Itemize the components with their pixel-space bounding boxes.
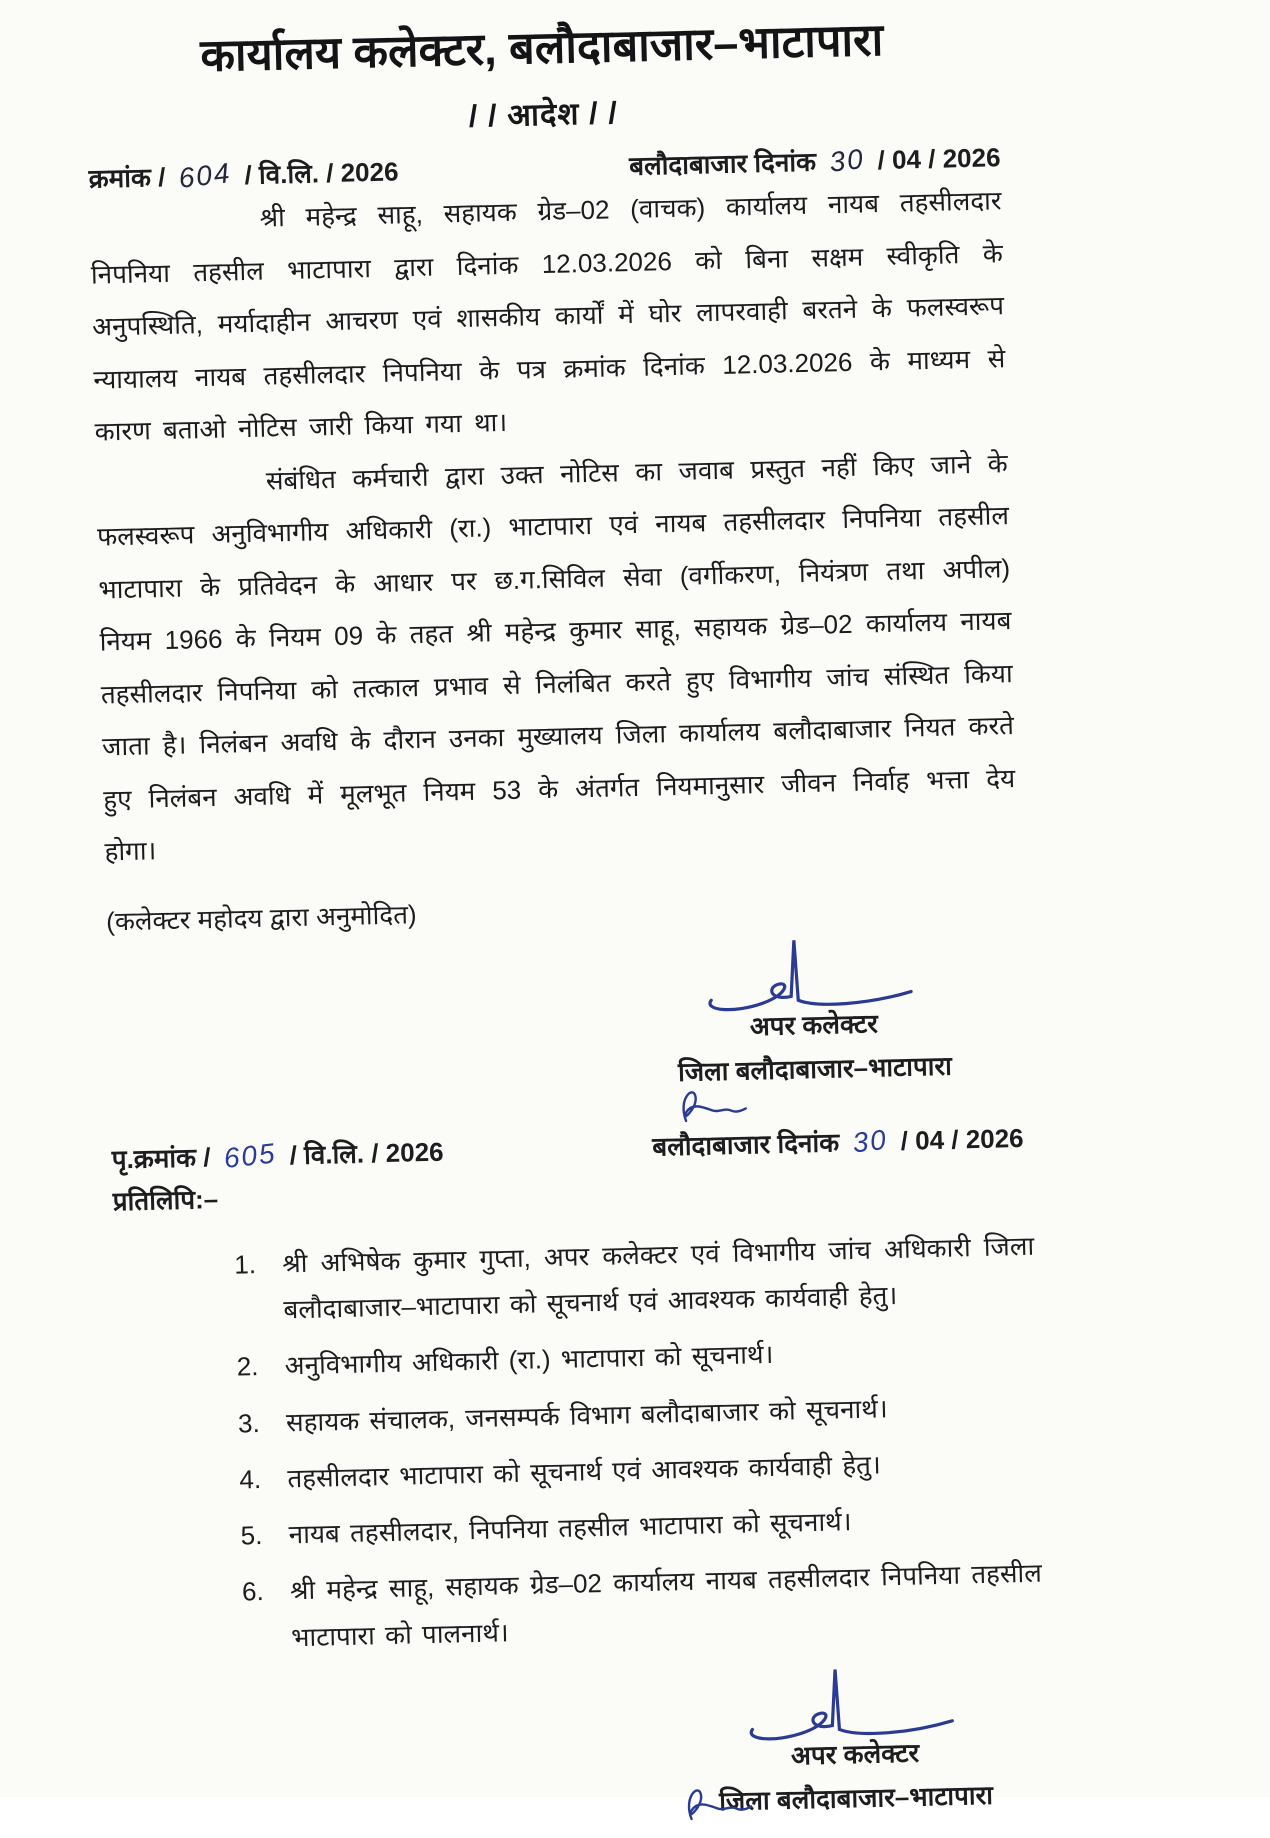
list-item-text: नायब तहसीलदार, निपनिया तहसील भाटापारा को सूचनार्थ। [288, 1506, 852, 1550]
list-item [240, 1494, 1041, 1559]
endorsement-date-line [651, 1089, 1024, 1164]
document-sheet [85, 5, 1043, 1832]
date-day-handwritten: 30 [827, 142, 866, 178]
ref-prefix: क्रमांक / [88, 161, 166, 194]
signatory-title: अपर कलेक्टर [749, 1008, 879, 1042]
paragraph-1: श्री महेन्द्र साहू, सहायक ग्रेड–02 (वाचक) कार्यालय नायब तहसीलदार निपनिया तहसील भाटापारा द्वारा दिनांक 12.03.2026 को बिना सक्षम स्वीकृति के अनुपस्थिति, मर्यादाहीन आचरण एवं शासकीय कार्यों में घोर लापरवाही बरतने के फलस्वरूप न्यायालय नायब तहसीलदार निपनिया के पत्र क्रमांक दिनांक 12.03.2026 के माध्यम से कारण बताओ नोटिस जारी किया गया था। [90, 185, 1006, 447]
endorsement-ref-prefix: पृ.क्रमांक / [111, 1141, 211, 1175]
signatory-org: जिला बलौदाबाजार–भाटापारा [677, 1050, 953, 1087]
list-item-text: सहायक संचालक, जनसम्पर्क विभाग बलौदाबाजार को सूचनार्थ। [285, 1392, 888, 1437]
list-item-text: श्री अभिषेक कुमार गुप्ता, अपर कलेक्टर एवं विभागीय जांच अधिकारी जिला बलौदाबाजार–भाटापारा को सूचनार्थ एवं आवश्यक कार्यवाही हेतु। [281, 1230, 1035, 1325]
list-item-number: 2. [236, 1351, 259, 1382]
list-item [236, 1325, 1037, 1390]
list-item-text: अनुविभागीय अधिकारी (रा.) भाटापारा को सूचनार्थ। [284, 1339, 774, 1381]
list-item-number: 6. [241, 1576, 265, 1607]
list-item [234, 1222, 1036, 1333]
signatory-title: अपर कलेक्टर [790, 1737, 920, 1771]
list-item-text: श्री महेन्द्र साहू, सहायक ग्रेड–02 कार्यालय नायब तहसीलदार निपनिया तहसील भाटापारा को पालनार्थ। [289, 1557, 1043, 1652]
initials-scribble-icon [675, 1779, 754, 1825]
date-rest: / 04 / 2026 [877, 142, 1001, 176]
copies-label: प्रतिलिपि:– [112, 1183, 219, 1217]
copies-list [234, 1222, 1044, 1661]
list-item-number: 1. [233, 1248, 257, 1280]
signature-block-bottom [698, 1657, 1012, 1818]
signatory-org: जिला बलौदाबाजार–भाटापारा [718, 1779, 994, 1817]
order-heading: / / आदेश / / [468, 95, 619, 134]
list-item [242, 1550, 1044, 1661]
paragraph-2: संबंधित कर्मचारी द्वारा उक्त नोटिस का जवाब प्रस्तुत नहीं किए जाने के फलस्वरूप अनुविभागीय अधिकारी (रा.) भाटापारा एवं नायब तहसीलदार निपनिया तहसील भाटापारा के प्रतिवेदन के आधार पर छ.ग.सिविल सेवा (वर्गीकरण, नियंत्रण तथा अपील) नियम 1966 के नियम 09 के तहत श्री महेन्द्र कुमार साहू, सहायक ग्रेड–02 कार्यालय नायब तहसीलदार निपनिया को तत्काल प्रभाव से निलंबित करते हुए विभागीय जांच संस्थित किया जाता है। निलंबन अवधि के दौरान उनका मुख्यालय जिला कार्यालय बलौदाबाजार नियत करते हुए निलंबन अवधि में मूलभूत नियम 53 के अंतर्गत नियमानुसार जीवन निर्वाह भत्ता देय होगा। [96, 447, 1016, 867]
ref-suffix: / वि.लि. / 2026 [244, 156, 399, 191]
page-title: कार्यालय कलेक्टर, बलौदाबाजार–भाटापारा [199, 13, 884, 82]
list-item [239, 1437, 1040, 1502]
signature-block-top [657, 928, 971, 1089]
list-item-number: 4. [239, 1463, 262, 1495]
endorsement-ref-number-handwritten: 605 [222, 1137, 278, 1174]
place-date-prefix: बलौदाबाजार दिनांक [628, 146, 817, 181]
endorsement-ref-line [111, 1132, 444, 1176]
list-item-number: 3. [237, 1407, 261, 1439]
endorsement-date-day-handwritten: 30 [850, 1123, 890, 1159]
endorsement-ref-suffix: / वि.लि. / 2026 [289, 1136, 444, 1170]
list-item-text: तहसीलदार भाटापारा को सूचनार्थ एवं आवश्यक कार्यवाही हेतु। [287, 1449, 882, 1494]
list-item-number: 5. [240, 1520, 263, 1551]
approval-note: (कलेक्टर महोदय द्वारा अनुमोदित) [105, 898, 417, 937]
initials-scribble-icon [669, 1081, 748, 1127]
endorsement-date-rest: / 04 / 2026 [900, 1122, 1024, 1156]
ref-number-handwritten: 604 [176, 157, 233, 194]
endorsement-place-date-prefix: बलौदाबाजार दिनांक [651, 1126, 840, 1162]
list-item [238, 1381, 1039, 1446]
